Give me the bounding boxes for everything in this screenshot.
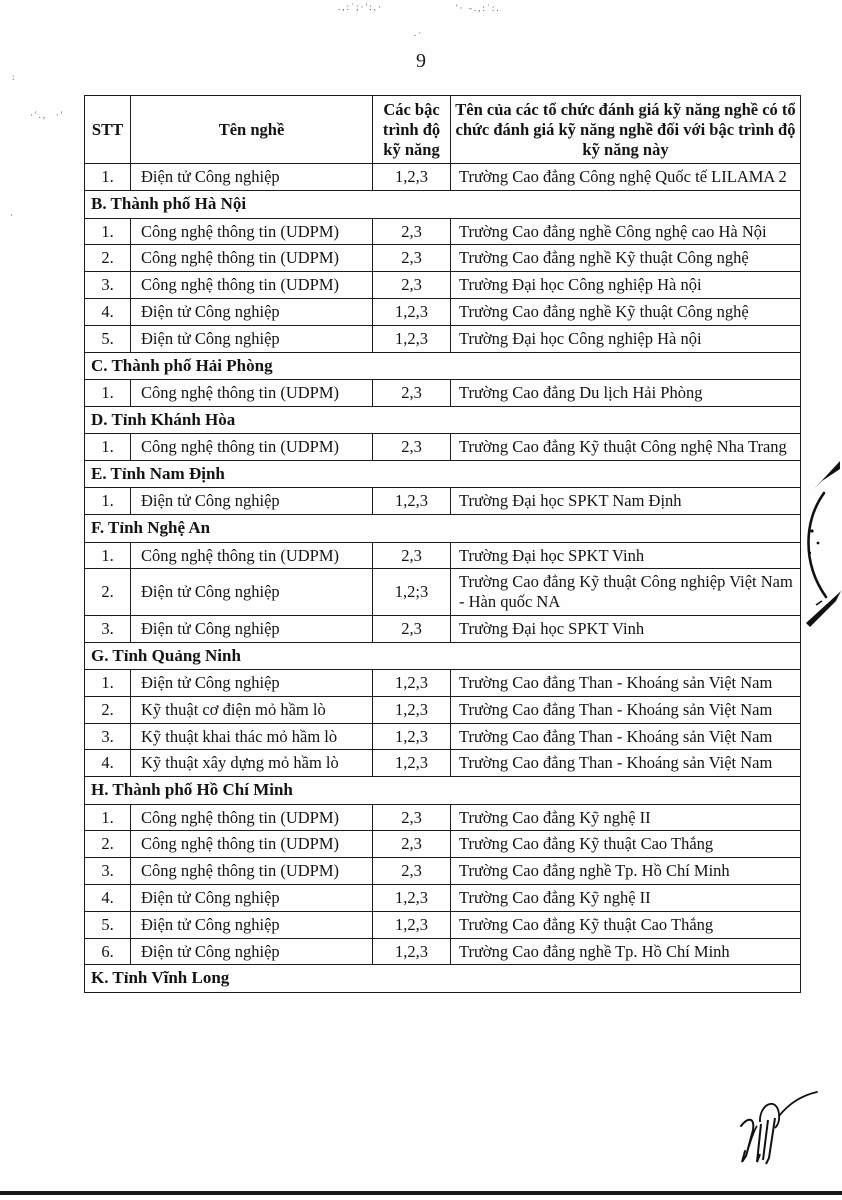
cell-ten-nghe: Điện tử Công nghiệp	[131, 911, 373, 938]
cell-stt: 3.	[85, 272, 131, 299]
cell-bac-trinh-do: 2,3	[373, 379, 451, 406]
cell-to-chuc: Trường Đại học SPKT Vinh	[451, 615, 801, 642]
table-row	[85, 938, 801, 965]
cell-ten-nghe: Điện tử Công nghiệp	[131, 569, 373, 616]
cell-ten-nghe: Điện tử Công nghiệp	[131, 670, 373, 697]
cell-ten-nghe: Công nghệ thông tin (UDPM)	[131, 542, 373, 569]
cell-to-chuc: Trường Cao đẳng Kỹ thuật Cao Thắng	[451, 831, 801, 858]
section-label: D. Tỉnh Khánh Hòa	[85, 406, 801, 433]
table-row	[85, 615, 801, 642]
cell-bac-trinh-do: 1,2,3	[373, 670, 451, 697]
cell-stt: 4.	[85, 750, 131, 777]
table-row	[85, 911, 801, 938]
cell-bac-trinh-do: 1,2,3	[373, 325, 451, 352]
cell-stt: 5.	[85, 325, 131, 352]
cell-stt: 3.	[85, 723, 131, 750]
cell-stt: 1.	[85, 488, 131, 515]
cell-ten-nghe: Kỹ thuật xây dựng mỏ hầm lò	[131, 750, 373, 777]
section-row	[85, 191, 801, 218]
scan-artifact: '· -.,:˙:.	[456, 3, 501, 13]
table-row	[85, 164, 801, 191]
table-row	[85, 569, 801, 616]
cell-bac-trinh-do: 1,2,3	[373, 298, 451, 325]
cell-bac-trinh-do: 1,2,3	[373, 488, 451, 515]
cell-stt: 3.	[85, 858, 131, 885]
cell-stt: 1.	[85, 804, 131, 831]
cell-ten-nghe: Điện tử Công nghiệp	[131, 615, 373, 642]
scan-artifact: ·'., ·'	[30, 110, 65, 120]
section-row	[85, 642, 801, 669]
table-row	[85, 885, 801, 912]
cell-ten-nghe: Điện tử Công nghiệp	[131, 488, 373, 515]
cell-stt: 4.	[85, 885, 131, 912]
cell-to-chuc: Trường Cao đẳng nghề Công nghệ cao Hà Nội	[451, 218, 801, 245]
cell-bac-trinh-do: 2,3	[373, 542, 451, 569]
cell-stt: 1.	[85, 379, 131, 406]
cell-bac-trinh-do: 2,3	[373, 245, 451, 272]
cell-stt: 2.	[85, 569, 131, 616]
col-header-to-chuc: Tên của các tổ chức đánh giá kỹ năng nghề có tổ chức đánh giá kỹ năng nghề đối với bậc trình độ kỹ năng này	[451, 96, 801, 164]
table-row	[85, 696, 801, 723]
table-row	[85, 325, 801, 352]
cell-to-chuc: Trường Cao đẳng Than - Khoáng sản Việt Nam	[451, 670, 801, 697]
table-row	[85, 272, 801, 299]
section-row	[85, 352, 801, 379]
cell-to-chuc: Trường Cao đẳng Than - Khoáng sản Việt Nam	[451, 750, 801, 777]
scan-artifact: .,:˙;·':,·	[338, 2, 383, 12]
cell-ten-nghe: Công nghệ thông tin (UDPM)	[131, 804, 373, 831]
cell-bac-trinh-do: 1,2,3	[373, 911, 451, 938]
skills-assessment-table	[84, 95, 801, 993]
table-row	[85, 831, 801, 858]
cell-bac-trinh-do: 1,2,3	[373, 164, 451, 191]
cell-ten-nghe: Công nghệ thông tin (UDPM)	[131, 831, 373, 858]
section-row	[85, 965, 801, 992]
section-label: G. Tỉnh Quảng Ninh	[85, 642, 801, 669]
table-row	[85, 723, 801, 750]
cell-ten-nghe: Công nghệ thông tin (UDPM)	[131, 379, 373, 406]
cell-stt: 6.	[85, 938, 131, 965]
cell-to-chuc: Trường Đại học Công nghiệp Hà nội	[451, 325, 801, 352]
cell-ten-nghe: Công nghệ thông tin (UDPM)	[131, 272, 373, 299]
cell-stt: 2.	[85, 245, 131, 272]
signature-icon	[733, 1088, 823, 1173]
table-row	[85, 670, 801, 697]
table-row	[85, 542, 801, 569]
cell-bac-trinh-do: 1,2,3	[373, 723, 451, 750]
cell-ten-nghe: Công nghệ thông tin (UDPM)	[131, 434, 373, 461]
table-row	[85, 434, 801, 461]
cell-to-chuc: Trường Đại học SPKT Nam Định	[451, 488, 801, 515]
section-label: C. Thành phố Hải Phòng	[85, 352, 801, 379]
cell-stt: 1.	[85, 434, 131, 461]
table-header	[85, 96, 801, 164]
cell-to-chuc: Trường Cao đẳng Than - Khoáng sản Việt Nam	[451, 723, 801, 750]
section-row	[85, 406, 801, 433]
page-number: 9	[416, 50, 426, 72]
cell-to-chuc: Trường Đại học Công nghiệp Hà nội	[451, 272, 801, 299]
section-label: H. Thành phố Hồ Chí Minh	[85, 777, 801, 804]
header-row	[85, 96, 801, 164]
cell-bac-trinh-do: 2,3	[373, 615, 451, 642]
cell-to-chuc: Trường Cao đẳng Than - Khoáng sản Việt Nam	[451, 696, 801, 723]
cell-ten-nghe: Công nghệ thông tin (UDPM)	[131, 858, 373, 885]
cell-to-chuc: Trường Cao đẳng Kỹ thuật Công nghệ Nha Trang	[451, 434, 801, 461]
section-label: E. Tỉnh Nam Định	[85, 460, 801, 487]
section-label: F. Tỉnh Nghệ An	[85, 515, 801, 542]
scan-artifact: .·	[414, 28, 424, 38]
table-row	[85, 804, 801, 831]
cell-to-chuc: Trường Cao đẳng Công nghệ Quốc tế LILAMA 2	[451, 164, 801, 191]
cell-to-chuc: Trường Cao đẳng nghề Kỹ thuật Công nghệ	[451, 245, 801, 272]
cell-bac-trinh-do: 2,3	[373, 434, 451, 461]
table-row	[85, 218, 801, 245]
cell-to-chuc: Trường Cao đẳng nghề Tp. Hồ Chí Minh	[451, 858, 801, 885]
cell-bac-trinh-do: 2,3	[373, 831, 451, 858]
cell-ten-nghe: Kỹ thuật khai thác mỏ hầm lò	[131, 723, 373, 750]
cell-to-chuc: Trường Cao đẳng Kỹ thuật Công nghiệp Việt Nam - Hàn quốc NA	[451, 569, 801, 616]
cell-bac-trinh-do: 2,3	[373, 858, 451, 885]
cell-bac-trinh-do: 1,2,3	[373, 750, 451, 777]
scan-artifact: :	[12, 72, 17, 82]
cell-ten-nghe: Điện tử Công nghiệp	[131, 298, 373, 325]
cell-bac-trinh-do: 2,3	[373, 218, 451, 245]
cell-ten-nghe: Điện tử Công nghiệp	[131, 938, 373, 965]
cell-stt: 2.	[85, 696, 131, 723]
cell-bac-trinh-do: 2,3	[373, 272, 451, 299]
section-row	[85, 460, 801, 487]
cell-stt: 1.	[85, 164, 131, 191]
cell-to-chuc: Trường Cao đẳng nghề Kỹ thuật Công nghệ	[451, 298, 801, 325]
cell-stt: 1.	[85, 542, 131, 569]
cell-bac-trinh-do: 1,2,3	[373, 696, 451, 723]
cell-ten-nghe: Kỹ thuật cơ điện mỏ hầm lò	[131, 696, 373, 723]
table-row	[85, 488, 801, 515]
cell-stt: 1.	[85, 218, 131, 245]
pen-scribble-icon	[796, 455, 842, 640]
cell-to-chuc: Trường Cao đẳng Kỹ nghệ II	[451, 804, 801, 831]
cell-stt: 3.	[85, 615, 131, 642]
cell-bac-trinh-do: 2,3	[373, 804, 451, 831]
cell-to-chuc: Trường Cao đẳng nghề Tp. Hồ Chí Minh	[451, 938, 801, 965]
scan-edge-line	[0, 1191, 842, 1195]
cell-ten-nghe: Công nghệ thông tin (UDPM)	[131, 245, 373, 272]
section-row	[85, 515, 801, 542]
table-body	[85, 164, 801, 992]
scan-artifact: ·	[10, 210, 15, 220]
section-label: K. Tỉnh Vĩnh Long	[85, 965, 801, 992]
cell-bac-trinh-do: 1,2,3	[373, 885, 451, 912]
cell-to-chuc: Trường Cao đẳng Du lịch Hải Phòng	[451, 379, 801, 406]
table-row	[85, 750, 801, 777]
cell-to-chuc: Trường Cao đẳng Kỹ thuật Cao Thắng	[451, 911, 801, 938]
cell-stt: 1.	[85, 670, 131, 697]
col-header-bac-trinh-do: Các bậc trình độ kỹ năng	[373, 96, 451, 164]
cell-bac-trinh-do: 1,2,3	[373, 938, 451, 965]
table-row	[85, 379, 801, 406]
section-label: B. Thành phố Hà Nội	[85, 191, 801, 218]
cell-to-chuc: Trường Đại học SPKT Vinh	[451, 542, 801, 569]
cell-ten-nghe: Điện tử Công nghiệp	[131, 325, 373, 352]
section-row	[85, 777, 801, 804]
cell-bac-trinh-do: 1,2;3	[373, 569, 451, 616]
cell-to-chuc: Trường Cao đẳng Kỹ nghệ II	[451, 885, 801, 912]
cell-ten-nghe: Điện tử Công nghiệp	[131, 885, 373, 912]
cell-ten-nghe: Điện tử Công nghiệp	[131, 164, 373, 191]
cell-stt: 5.	[85, 911, 131, 938]
table-row	[85, 298, 801, 325]
cell-ten-nghe: Công nghệ thông tin (UDPM)	[131, 218, 373, 245]
col-header-ten-nghe: Tên nghề	[131, 96, 373, 164]
cell-stt: 2.	[85, 831, 131, 858]
cell-stt: 4.	[85, 298, 131, 325]
table-row	[85, 245, 801, 272]
table-row	[85, 858, 801, 885]
col-header-stt: STT	[85, 96, 131, 164]
